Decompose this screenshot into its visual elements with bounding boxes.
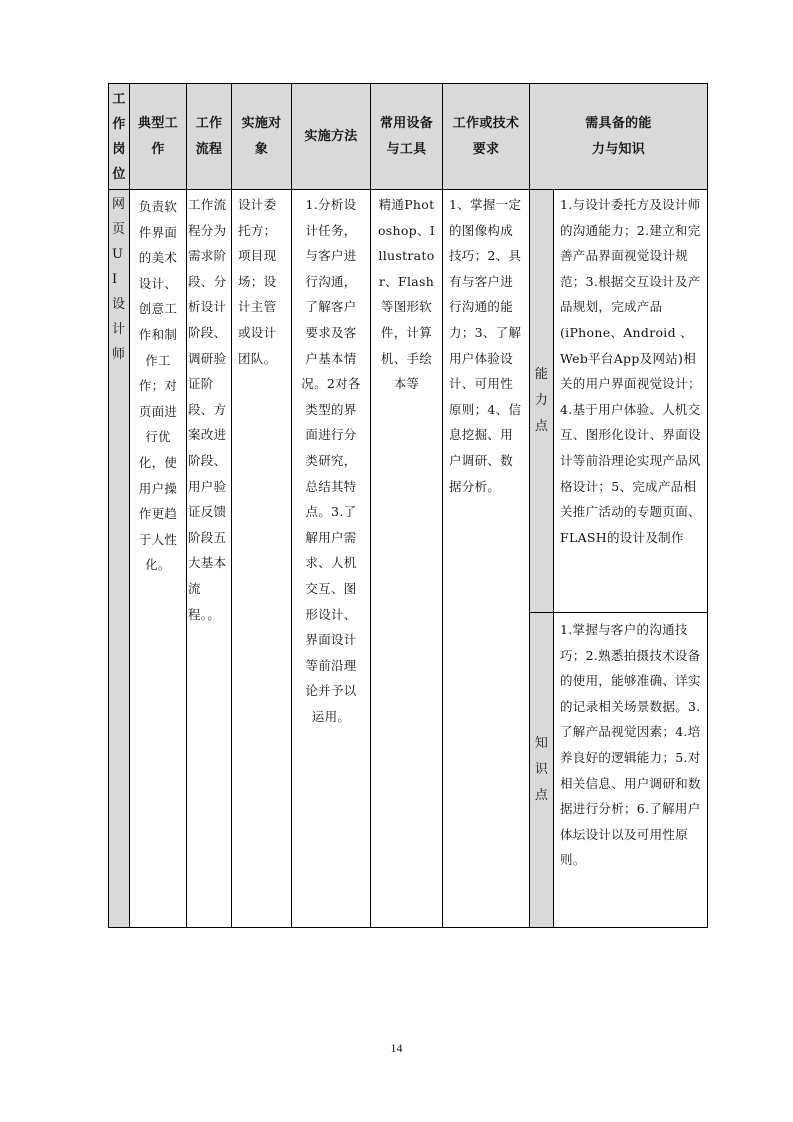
header-method: 实施方法	[292, 84, 371, 190]
post-cell: 网页UI设计师	[109, 190, 130, 928]
task-cell: 负责软件界面的美术设计、创意工作和制作工作；对页面进行优化，使用户操作更趋于人性化。	[130, 190, 187, 928]
content-row-ability	[109, 190, 708, 613]
header-tools: 常用设备与工具	[371, 84, 443, 190]
job-analysis-table	[108, 83, 708, 928]
header-task: 典型工作	[130, 84, 187, 190]
page-number: 14	[390, 1041, 403, 1055]
header-post: 工作岗位	[109, 84, 130, 190]
process-cell: 工作流程分为需求阶段、分析设计阶段、调研验证阶段、方案改进阶段、用户验证反馈阶段五大基本流程。。	[187, 190, 232, 928]
knowledge-label: 知识点	[530, 613, 554, 928]
header-row	[109, 84, 708, 190]
object-cell: 设计委托方；项目现场；设计主管或设计团队。	[232, 190, 292, 928]
tools-cell: 精通Photoshop、Illustrator、Flash等图形软件，计算机、手绘本等	[371, 190, 443, 928]
header-object: 实施对象	[232, 84, 292, 190]
requirement-cell: 1、掌握一定的图像构成技巧；2、具有与客户进行沟通的能力；3、了解用户体验设计、可用性原则；4、信息挖掘、用户调研、数据分析。	[443, 190, 530, 928]
knowledge-text: 1.掌握与客户的沟通技巧；2.熟悉拍摄技术设备的使用，能够准确、详实的记录相关场景数据。3.了解产品视觉因素；4.培养良好的逻辑能力；5.对相关信息、用户调研和数据进行分析；6.了解用户体坛设计以及可用性原则。	[554, 613, 708, 928]
header-process: 工作流程	[187, 84, 232, 190]
ability-label: 能力点	[530, 190, 554, 613]
header-requirement: 工作或技术要求	[443, 84, 530, 190]
header-ability: 需具备的能力与知识	[530, 84, 708, 190]
ability-text: 1.与设计委托方及设计师的沟通能力；2.建立和完善产品界面视觉设计规范；3.根据交互设计及产品规划，完成产品(iPhone、Android 、Web平台App及网站)相关的用户界面视觉设计；4.基于用户体验、人机交互、图形化设计、界面设计等前沿理论实现产品风格设计；5、完成产品相关推广活动的专题页面、FLASH的设计及制作	[554, 190, 708, 613]
method-cell: 1.分析设计任务，与客户进行沟通，了解客户要求及客户基本情况。2对各类型的界面进行分类研究，总结其特点。3.了解用户需求、人机交互、图形设计、界面设计等前沿理论并予以运用。	[292, 190, 371, 928]
